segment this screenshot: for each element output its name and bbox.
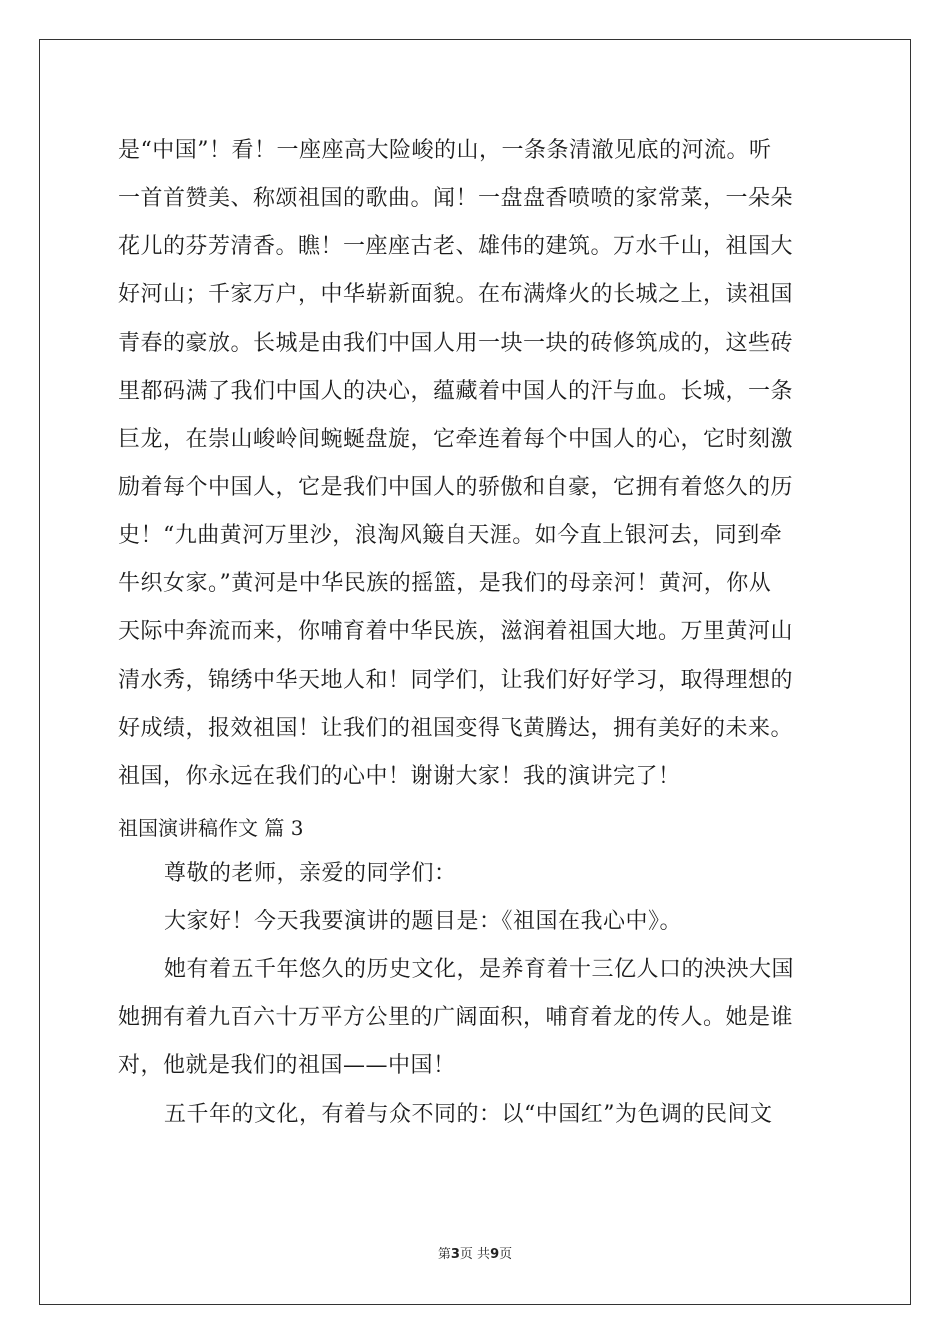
footer-total-pages: 9: [490, 1247, 500, 1262]
text-line: 祖国，你永远在我们的心中！谢谢大家！我的演讲完了！: [118, 764, 681, 789]
text-line: 大家好！今天我要演讲的题目是：《祖国在我心中》。: [164, 909, 683, 934]
page-footer: [0, 1246, 950, 1264]
text-line: 花儿的芬芳清香。瞧！一座座古老、雄伟的建筑。万水千山，祖国大: [118, 234, 794, 259]
text-line: 里都码满了我们中国人的决心，蕴藏着中国人的汗与血。长城，一条: [118, 379, 794, 404]
text-line: 牛织女家。”黄河是中华民族的摇篮，是我们的母亲河！黄河，你从: [118, 571, 772, 596]
text-line: 励着每个中国人，它是我们中国人的骄傲和自豪，它拥有着悠久的历: [118, 475, 794, 500]
footer-suffix: 页: [499, 1247, 513, 1262]
text-line: 天际中奔流而来，你哺育着中华民族，滋润着祖国大地。万里黄河山: [118, 619, 794, 644]
text-line: 一首首赞美、称颂祖国的歌曲。闻！一盘盘香喷喷的家常菜，一朵朵: [118, 186, 794, 211]
text-line: 五千年的文化，有着与众不同的：以“中国红”为色调的民间文: [164, 1102, 773, 1127]
footer-page-number: 3: [450, 1247, 460, 1262]
text-line: 她有着五千年悠久的历史文化，是养育着十三亿人口的泱泱大国: [164, 957, 795, 982]
text-line: 好河山；千家万户，中华崭新面貌。在布满烽火的长城之上，读祖国: [118, 282, 794, 307]
text-line: 巨龙，在崇山峻岭间蜿蜒盘旋，它牵连着每个中国人的心，它时刻激: [118, 427, 794, 452]
text-line: 青春的豪放。长城是由我们中国人用一块一块的砖修筑成的，这些砖: [118, 331, 794, 356]
text-line: 清水秀，锦绣中华天地人和！同学们，让我们好好学习，取得理想的: [118, 668, 794, 693]
text-line: 对，他就是我们的祖国——中国！: [118, 1053, 456, 1078]
footer-prefix: 第: [437, 1247, 451, 1262]
text-line: 史！“九曲黄河万里沙，浪淘风簸自天涯。如今直上银河去，同到牵: [118, 523, 783, 548]
text-line: 是“中国”！看！一座座高大险峻的山，一条条清澈见底的河流。听: [118, 138, 772, 163]
text-line: 好成绩，报效祖国！让我们的祖国变得飞黄腾达，拥有美好的未来。: [118, 716, 794, 741]
text-line: 她拥有着九百六十万平方公里的广阔面积，哺育着龙的传人。她是谁: [118, 1005, 794, 1030]
text-line: 尊敬的老师，亲爱的同学们：: [164, 861, 457, 886]
section-title: 祖国演讲稿作文 篇 3: [118, 816, 304, 840]
footer-middle: 页 共: [459, 1247, 491, 1262]
